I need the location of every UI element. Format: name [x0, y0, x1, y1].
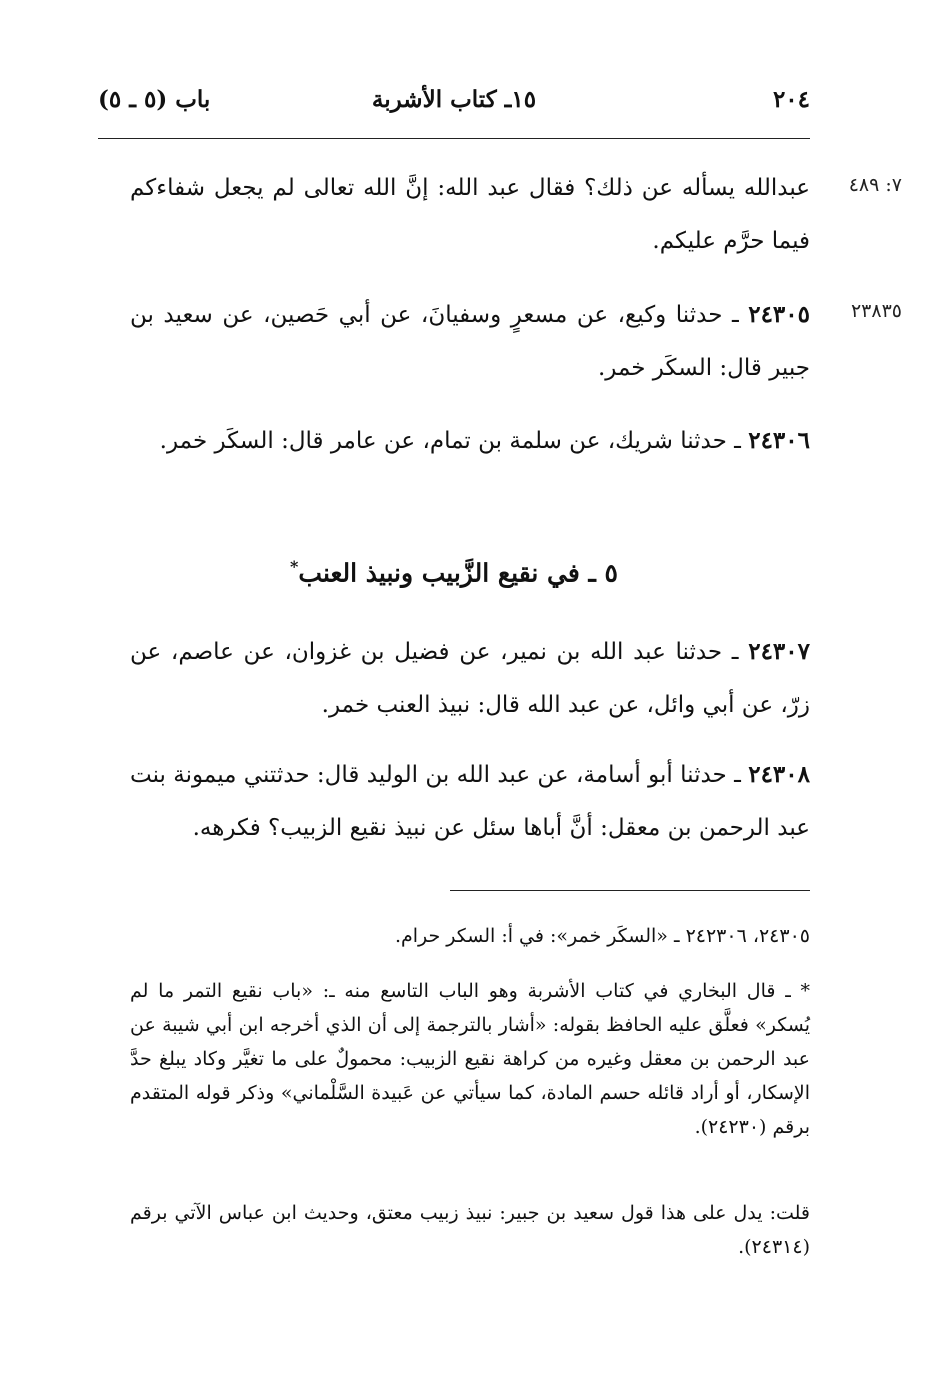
hadith-paragraph [130, 748, 810, 855]
hadith-paragraph [130, 288, 810, 395]
page-number: ٢٠٤ [772, 86, 810, 113]
footnote-marker: * [290, 557, 299, 576]
footnote: ٢٤٣٠٥، ٢٤٢٣٠٦ ـ «السكَر خمر»: في أ: السكر حرام. [394, 925, 810, 947]
footnote-rule [450, 890, 810, 891]
hadith-number: ٢٤٣٠٧ [748, 638, 810, 665]
hadith-paragraph [130, 625, 810, 732]
hadith-text: ـ حدثنا شريك، عن سلمة بن تمام، عن عامر قال: السكَر خمر. [159, 428, 749, 454]
paragraph [130, 162, 810, 268]
section-title [98, 557, 810, 587]
header-rule [98, 138, 810, 139]
section-title-text: ٥ ـ في نقيع الزَّبيب ونبيذ العنب [298, 558, 618, 588]
footnote: قلت: يدل على هذا قول سعيد بن جبير: نبيذ زبيب معتق، وحديث ابن عباس الآتي برقم (٢٤٣١٤). [130, 1202, 810, 1258]
margin-note: ٢٣٨٣٥ [850, 300, 902, 322]
margin-note: ٧: ٤٨٩ [848, 174, 902, 196]
hadith-text: ـ حدثنا عبد الله بن نمير، عن فضيل بن غزوان، عن عاصم، عن زرّ، عن أبي وائل، عن عبد الله قال: نبيذ العنب خمر. [130, 639, 810, 718]
hadith-text: ـ حدثنا وكيع، عن مسعرٍ وسفيانَ، عن أبي حَصين، عن سعيد بن جبير قال: السكَر خمر. [130, 302, 810, 381]
hadith-number: ٢٤٣٠٥ [748, 301, 810, 328]
chapter-reference: باب (٥ ـ ٥) [98, 86, 211, 113]
paragraph-text: عبدالله يسأله عن ذلك؟ فقال عبد الله: إنَّ الله تعالى لم يجعل شفاءكم فيما حرَّم عليكم. [130, 175, 810, 254]
running-header [98, 86, 810, 126]
hadith-paragraph [130, 414, 810, 468]
hadith-number: ٢٤٣٠٨ [748, 761, 810, 788]
book-title: ١٥ـ كتاب الأشربة [371, 86, 537, 113]
hadith-number: ٢٤٣٠٦ [748, 427, 810, 454]
hadith-text: ـ حدثنا أبو أسامة، عن عبد الله بن الوليد قال: حدثتني ميمونة بنت عبد الرحمن بن معقل: أنَّ أباها سئل عن نبيذ نقيع الزبيب؟ فكرهه. [130, 762, 810, 841]
footnote: * ـ قال البخاري في كتاب الأشربة وهو الباب التاسع منه ـ: «باب نقيع التمر ما لم يُسكر» فعلَّق عليه الحافظ بقوله: «أشار بالترجمة إلى أن الذي أخرجه ابن أبي شيبة عن عبد الرحمن بن معقل وغيره من كراهة نقيع الزبيب: محمولٌ على ما تغيَّر وكاد يبلغ حدَّ الإسكار، أو أراد قائله حسم المادة، كما سيأتي عن عَبيدة السَّلْماني» وذكر قوله المتقدم برقم (٢٤٢٣٠). [130, 980, 810, 1138]
